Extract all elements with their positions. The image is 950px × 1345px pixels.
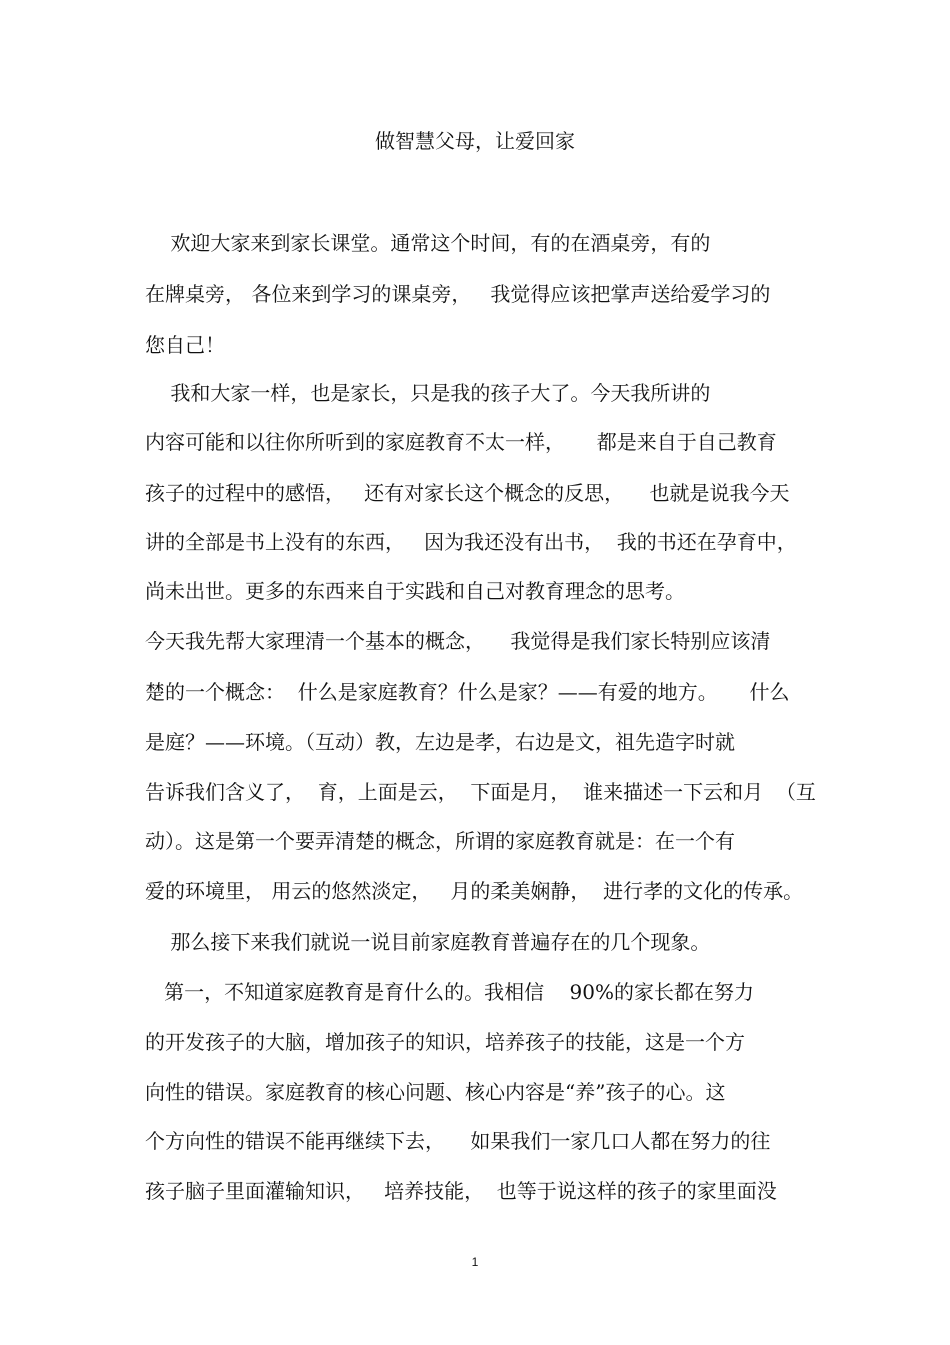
body-line: 今天我先帮大家理清一个基本的概念， 我觉得是我们家长特别应该清 xyxy=(145,629,771,653)
body-line: 尚未出世。更多的东西来自于实践和自己对教育理念的思考。 xyxy=(145,579,685,603)
body-line: 的开发孩子的大脑，增加孩子的知识，培养孩子的技能，这是一个方 xyxy=(145,1030,745,1054)
document-title: 做智慧父母，让爱回家 xyxy=(375,129,575,153)
body-line: 内容可能和以往你所听到的家庭教育不太一样， 都是来自于自己教育 xyxy=(145,430,777,454)
body-line: 第一，不知道家庭教育是育什么的。我相信 90%的家长都在努力 xyxy=(145,980,754,1004)
body-line: 欢迎大家来到家长课堂。通常这个时间，有的在酒桌旁，有的 xyxy=(145,231,711,255)
body-line: 孩子脑子里面灌输知识， 培养技能， 也等于说这样的孩子的家里面没 xyxy=(145,1179,777,1203)
body-line: 您自己！ xyxy=(145,333,225,357)
body-line: 那么接下来我们就说一说目前家庭教育普遍存在的几个现象。 xyxy=(145,930,711,954)
body-line: 个方向性的错误不能再继续下去， 如果我们一家几口人都在努力的往 xyxy=(145,1129,771,1153)
body-line: 是庭？——环境。（互动）教，左边是孝，右边是文，祖先造字时就 xyxy=(145,730,735,754)
body-line: 孩子的过程中的感悟， 还有对家长这个概念的反思， 也就是说我今天 xyxy=(145,481,790,505)
body-line: 向性的错误。家庭教育的核心问题、核心内容是“养”孩子的心。这 xyxy=(145,1080,726,1104)
body-line: 楚的一个概念： 什么是家庭教育？什么是家？——有爱的地方。 什么 xyxy=(145,680,790,704)
body-line: 爱的环境里， 用云的悠然淡定， 月的柔美娴静， 进行孝的文化的传承。 xyxy=(145,879,804,903)
body-line: 在牌桌旁， 各位来到学习的课桌旁， 我觉得应该把掌声送给爱学习的 xyxy=(145,282,771,306)
body-line: 讲的全部是书上没有的东西， 因为我还没有出书， 我的书还在孕育中， xyxy=(145,530,797,554)
page-number: 1 xyxy=(471,1255,479,1269)
body-line: 动）。这是第一个要弄清楚的概念，所谓的家庭教育就是：在一个有 xyxy=(145,829,735,853)
body-line: 告诉我们含义了， 育，上面是云， 下面是月， 谁来描述一下云和月 （互 xyxy=(145,780,816,804)
body-line: 我和大家一样，也是家长，只是我的孩子大了。今天我所讲的 xyxy=(145,381,711,405)
